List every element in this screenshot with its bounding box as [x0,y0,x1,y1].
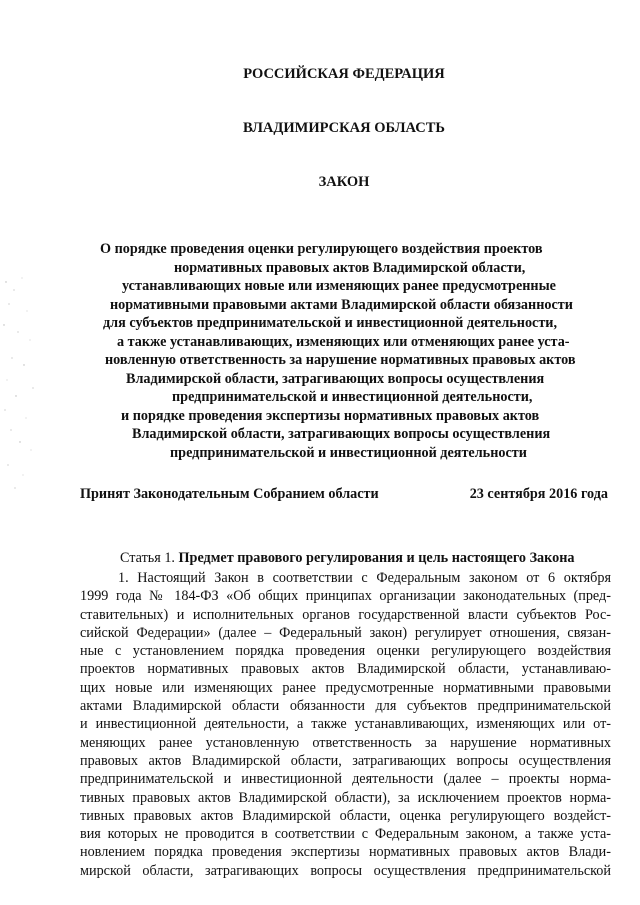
body-line: предпринимательской и инвестиционной деятельности (далее – проекты норма- [80,771,611,788]
body-line: 1. Настоящий Закон в соответствии с Федеральным законом от 6 октября [118,570,611,586]
law-title-line: Владимирской области, затрагивающих вопросы осуществления [132,426,551,442]
article-body [80,569,611,880]
body-line: актами Владимирской области обязанности для субъектов предпринимательской [80,698,611,715]
body-line: вия которых не проводится в соответствии с Федеральным законом, а также уста- [80,826,611,843]
article-heading [120,550,575,567]
law-title-line: предпринимательской и инвестиционной деятельности [170,444,527,461]
scan-noise-marks [0,270,38,500]
adoption-date: 23 сентября 2016 года [469,486,608,502]
law-title-line: О порядке проведения оценки регулирующего воздействия проектов [100,241,543,257]
document-type-heading: ЗАКОН [318,174,370,190]
body-line: ставительных) и исполнительных органов государственной власти субъектов Рос- [80,606,611,623]
body-line: и инвестиционной деятельности, а также устанавливающих, изменяющих или от- [80,716,611,733]
law-title-line: новленную ответственность за нарушение нормативных правовых актов [105,352,576,368]
law-title-line: для субъектов предпринимательской и инвестиционной деятельности, [103,315,558,331]
region-heading: ВЛАДИМИРСКАЯ ОБЛАСТЬ [243,120,445,136]
law-title-line: устанавливающих новые или изменяющих ранее предусмотренные [122,278,556,294]
adopted-by-label: Принят Законодательным Собранием области [80,486,379,502]
body-line: мирской области, затрагивающих вопросы осуществления предпринимательской [80,862,611,879]
law-title-line: Владимирской области, затрагивающих вопросы осуществления [126,370,545,387]
body-line: правовых актов Владимирской области, затрагивающих вопросы осуществления [80,752,611,769]
law-title [88,240,602,462]
law-title-line: нормативными правовыми актами Владимирской области обязанности [110,296,573,313]
country-heading: РОССИЙСКАЯ ФЕДЕРАЦИЯ [243,66,445,82]
body-line: ные с установлением порядка проведения оценки регулирующего воздействия [80,643,611,660]
body-line: новлением порядка проведения экспертизы нормативных правовых актов Влади- [80,844,611,861]
article-title: Предмет правового регулирования и цель настоящего Закона [178,550,575,566]
law-title-line: а также устанавливающих, изменяющих или отменяющих ранее уста- [117,333,570,350]
body-line: сийской Федерации» (далее – Федеральный закон) регулирует отношения, связан- [80,624,611,641]
body-line: 1999 года № 184-ФЗ «Об общих принципах организации законодательных (пред- [80,588,611,605]
body-line: щих новые или изменяющих ранее предусмотренные нормативными правовыми [80,679,611,696]
body-line: проектов нормативных правовых актов Владимирской области, устанавливаю- [80,661,611,678]
law-title-line: и порядке проведения экспертизы нормативных правовых актов [121,407,540,424]
body-line: меняющих ранее установленную ответственность за нарушение нормативных [80,734,611,751]
article-number: Статья 1. [120,550,175,566]
body-line: тивных правовых актов Владимирской области, оценка регулирующего воздейст- [80,807,611,824]
law-title-line: нормативных правовых актов Владимирской области, [174,259,526,276]
body-line: тивных правовых актов Владимирской области), за исключением проектов норма- [80,789,611,806]
law-title-line: предпринимательской и инвестиционной деятельности, [172,389,533,405]
